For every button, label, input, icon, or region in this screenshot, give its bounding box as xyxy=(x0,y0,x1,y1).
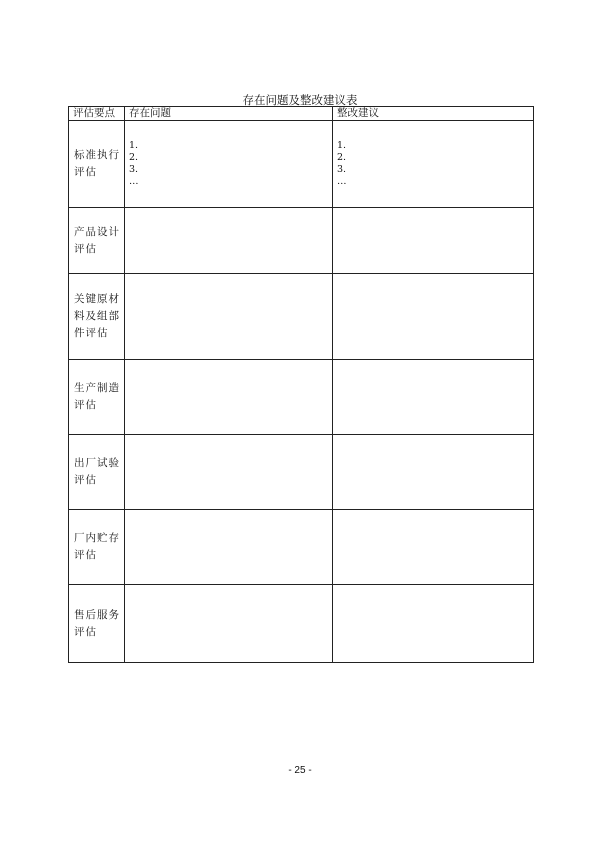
header-issues: 存在问题 xyxy=(125,107,333,121)
row-label: 出厂试验评估 xyxy=(69,435,125,510)
suggestions-cell[interactable] xyxy=(333,274,534,360)
suggestion-item: 3. xyxy=(337,164,347,175)
suggestions-cell[interactable] xyxy=(333,435,534,510)
row-label: 售后服务评估 xyxy=(69,585,125,663)
header-suggestions: 整改建议 xyxy=(333,107,534,121)
suggestions-cell[interactable] xyxy=(333,510,534,585)
issues-cell[interactable] xyxy=(125,208,333,274)
issue-item: 3. xyxy=(129,164,139,175)
issues-cell[interactable] xyxy=(125,510,333,585)
issues-table xyxy=(68,106,534,663)
issue-item: 2. xyxy=(129,152,139,163)
row-label: 标准执行评估 xyxy=(69,121,125,208)
row-label: 生产制造评估 xyxy=(69,360,125,435)
table-row xyxy=(69,274,534,360)
header-assessment-point: 评估要点 xyxy=(69,107,125,121)
suggestion-item: … xyxy=(337,176,347,187)
table-row xyxy=(69,360,534,435)
table-title: 存在问题及整改建议表 xyxy=(242,93,358,107)
table-row xyxy=(69,121,534,208)
issue-item: … xyxy=(129,176,139,187)
issue-item: 1. xyxy=(129,140,139,151)
suggestions-cell[interactable] xyxy=(333,360,534,435)
suggestions-cell[interactable] xyxy=(333,585,534,663)
suggestion-item: 1. xyxy=(337,140,347,151)
issues-cell[interactable] xyxy=(125,121,333,208)
suggestion-item: 2. xyxy=(337,152,347,163)
table-header-row xyxy=(69,107,534,121)
table-row xyxy=(69,585,534,663)
page-number: - 25 - xyxy=(288,765,312,776)
suggestions-cell[interactable] xyxy=(333,121,534,208)
table-row xyxy=(69,208,534,274)
suggestions-cell[interactable] xyxy=(333,208,534,274)
row-label: 关键原材料及组部件评估 xyxy=(69,274,125,360)
issues-cell[interactable] xyxy=(125,435,333,510)
row-label: 厂内贮存评估 xyxy=(69,510,125,585)
row-label: 产品设计评估 xyxy=(69,208,125,274)
issues-cell[interactable] xyxy=(125,360,333,435)
table-row xyxy=(69,510,534,585)
table-row xyxy=(69,435,534,510)
issues-cell[interactable] xyxy=(125,585,333,663)
issues-cell[interactable] xyxy=(125,274,333,360)
